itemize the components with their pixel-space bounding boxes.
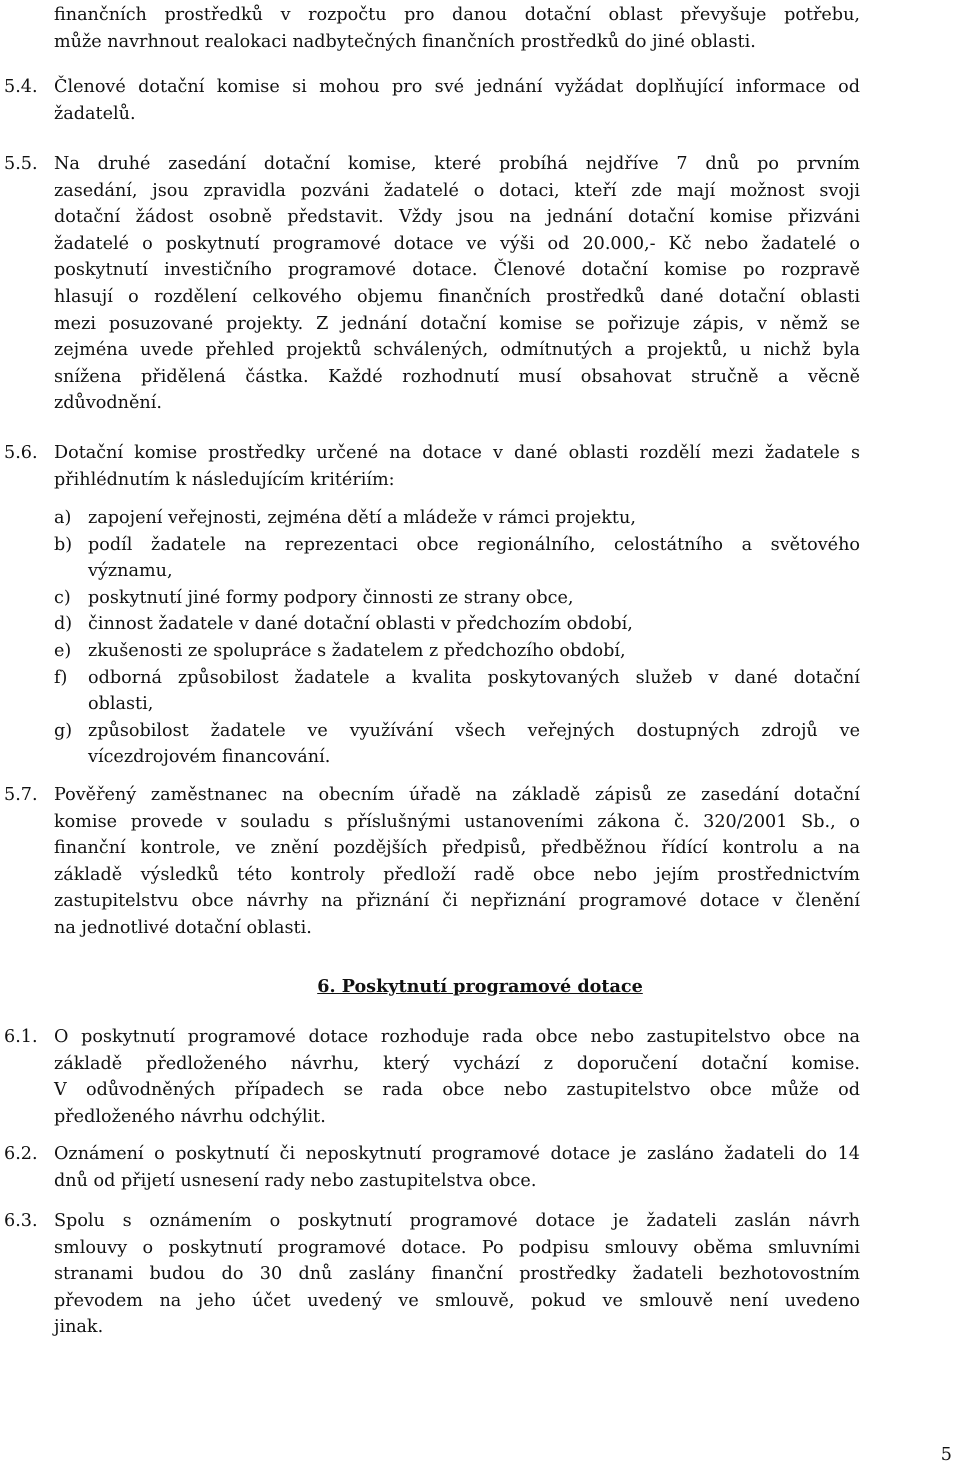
text-line: zdůvodnění. bbox=[54, 393, 162, 414]
text-line: dotační žádost osobně představit. Vždy jsou na jednání dotační komise přizváni bbox=[54, 207, 860, 228]
text-line: Oznámení o poskytnutí či neposkytnutí programové dotace je zasláno žadateli do 14 bbox=[54, 1144, 860, 1164]
list-text: poskytnutí jiné formy podpory činnosti ze strany obce, bbox=[88, 587, 574, 608]
text-line: základě výsledků této kontroly předloží radě obce nebo jejím prostřednictvím bbox=[54, 864, 860, 885]
clause-5-6 bbox=[0, 440, 960, 493]
clause-5-5 bbox=[0, 151, 960, 417]
list-text: činnost žadatele v dané dotační oblasti v předchozím období, bbox=[88, 614, 633, 635]
list-label: d) bbox=[54, 614, 73, 635]
text-line: zejména uvede přehled projektů schválených, odmítnutých a projektů, u nichž byla bbox=[54, 340, 860, 361]
text-line: Dotační komise prostředky určené na dotace v dané oblasti rozdělí mezi žadatele s bbox=[54, 443, 860, 463]
text-line: zasedání, jsou zpravidla pozváni žadatelé o dotaci, kteří zde mají možnost svoji bbox=[54, 180, 860, 201]
text-line: komise provede v souladu s příslušnými ustanoveními zákona č. 320/2001 Sb., o bbox=[54, 811, 860, 832]
text-line: na jednotlivé dotační oblasti. bbox=[54, 917, 312, 938]
text-line: poskytnutí investičního programové dotace. Členové dotační komise po rozpravě bbox=[54, 260, 860, 281]
list-item bbox=[0, 665, 960, 692]
text-line: hlasují o rozdělení celkového objemu finančních prostředků dané dotační oblasti bbox=[54, 286, 860, 307]
text-line: smlouvy o poskytnutí programové dotace. Po podpisu smlouvy oběma smluvními bbox=[54, 1237, 860, 1258]
clause-number: 6.3. bbox=[4, 1211, 38, 1231]
list-label: c) bbox=[54, 587, 71, 608]
list-text: zapojení veřejnosti, zejména dětí a mládeže v rámci projektu, bbox=[88, 508, 636, 528]
list-text: odborná způsobilost žadatele a kvalita poskytovaných služeb v dané dotační bbox=[88, 667, 860, 688]
section-heading: 6. Poskytnutí programové dotace bbox=[317, 976, 643, 997]
clause-number: 5.7. bbox=[4, 785, 38, 805]
text-line: žadatelé o poskytnutí programové dotace ve výši od 20.000,- Kč nebo žadatelé o bbox=[54, 233, 860, 254]
clause-5-7 bbox=[0, 782, 960, 942]
clause-number: 5.5. bbox=[4, 154, 38, 174]
list-label: b) bbox=[54, 534, 73, 555]
text-line: jinak. bbox=[54, 1317, 104, 1338]
list-label: e) bbox=[54, 640, 72, 661]
list-item bbox=[0, 532, 960, 559]
text-line: Členové dotační komise si mohou pro své jednání vyžádat doplňující informace od bbox=[54, 77, 860, 97]
intro-paragraph bbox=[0, 2, 960, 55]
clause-number: 6.2. bbox=[4, 1144, 38, 1164]
text-line: přihlédnutím k následujícím kritériím: bbox=[54, 469, 395, 490]
text-line: může navrhnout realokaci nadbytečných finančních prostředků do jiné oblasti. bbox=[54, 31, 756, 52]
list-label: a) bbox=[54, 508, 72, 528]
text-line: zastupitelstvu obce návrhy na přiznání či nepřiznání programové dotace v členění bbox=[54, 891, 860, 912]
text-line: O poskytnutí programové dotace rozhoduje rada obce nebo zastupitelstvo obce na bbox=[54, 1027, 860, 1047]
text-line: Na druhé zasedání dotační komise, které probíhá nejdříve 7 dnů po prvním bbox=[54, 154, 860, 174]
list-text: oblasti, bbox=[88, 694, 154, 715]
list-text: vícezdrojovém financování. bbox=[88, 747, 331, 768]
list-item bbox=[0, 585, 960, 612]
text-line: Pověřený zaměstnanec na obecním úřadě na základě zápisů ze zasedání dotační bbox=[54, 785, 860, 805]
list-text: podíl žadatele na reprezentaci obce regionálního, celostátního a světového bbox=[88, 534, 860, 555]
criteria-list bbox=[0, 505, 960, 771]
clause-number: 6.1. bbox=[4, 1027, 38, 1047]
text-line: finančních prostředků v rozpočtu pro danou dotační oblast převyšuje potřebu, bbox=[54, 5, 860, 25]
text-line: stranami budou do 30 dnů zaslány finanční prostředky žadateli bezhotovostním bbox=[54, 1264, 860, 1285]
text-line: základě předloženého návrhu, který vychází z doporučení dotační komise. bbox=[54, 1053, 860, 1074]
text-line: převodem na jeho účet uvedený ve smlouvě, pokud ve smlouvě není uvedeno bbox=[54, 1290, 860, 1311]
list-text: zkušenosti ze spolupráce s žadatelem z předchozího období, bbox=[88, 640, 626, 661]
text-line: snížena přidělená částka. Každé rozhodnutí musí obsahovat stručně a věcně bbox=[54, 366, 860, 387]
page-number: 5 bbox=[940, 1445, 952, 1465]
text-line: žadatelů. bbox=[54, 103, 136, 124]
list-item bbox=[0, 505, 960, 532]
text-line: finanční kontrole, ve znění pozdějších předpisů, předběžnou řídící kontrolu a na bbox=[54, 838, 860, 859]
clause-6-1 bbox=[0, 1024, 960, 1130]
list-label: f) bbox=[54, 667, 68, 688]
text-line: V odůvodněných případech se rada obce nebo zastupitelstvo obce může od bbox=[54, 1080, 860, 1101]
list-label: g) bbox=[54, 720, 73, 741]
clause-number: 5.6. bbox=[4, 443, 38, 463]
list-text: významu, bbox=[88, 561, 173, 582]
text-line: mezi posuzované projekty. Z jednání dotační komise se pořizuje zápis, v němž se bbox=[54, 313, 860, 334]
text-line: Spolu s oznámením o poskytnutí programové dotace je žadateli zaslán návrh bbox=[54, 1211, 860, 1231]
clause-5-4 bbox=[0, 74, 960, 127]
text-line: předloženého návrhu odchýlit. bbox=[54, 1106, 326, 1127]
text-line: dnů od přijetí usnesení rady nebo zastupitelstva obce. bbox=[54, 1170, 537, 1191]
list-text: způsobilost žadatele ve využívání všech veřejných dostupných zdrojů ve bbox=[88, 720, 860, 741]
clause-6-2 bbox=[0, 1141, 960, 1194]
list-item bbox=[0, 611, 960, 638]
list-item bbox=[0, 638, 960, 665]
clause-6-3 bbox=[0, 1208, 960, 1341]
clause-number: 5.4. bbox=[4, 77, 38, 97]
list-item bbox=[0, 718, 960, 745]
